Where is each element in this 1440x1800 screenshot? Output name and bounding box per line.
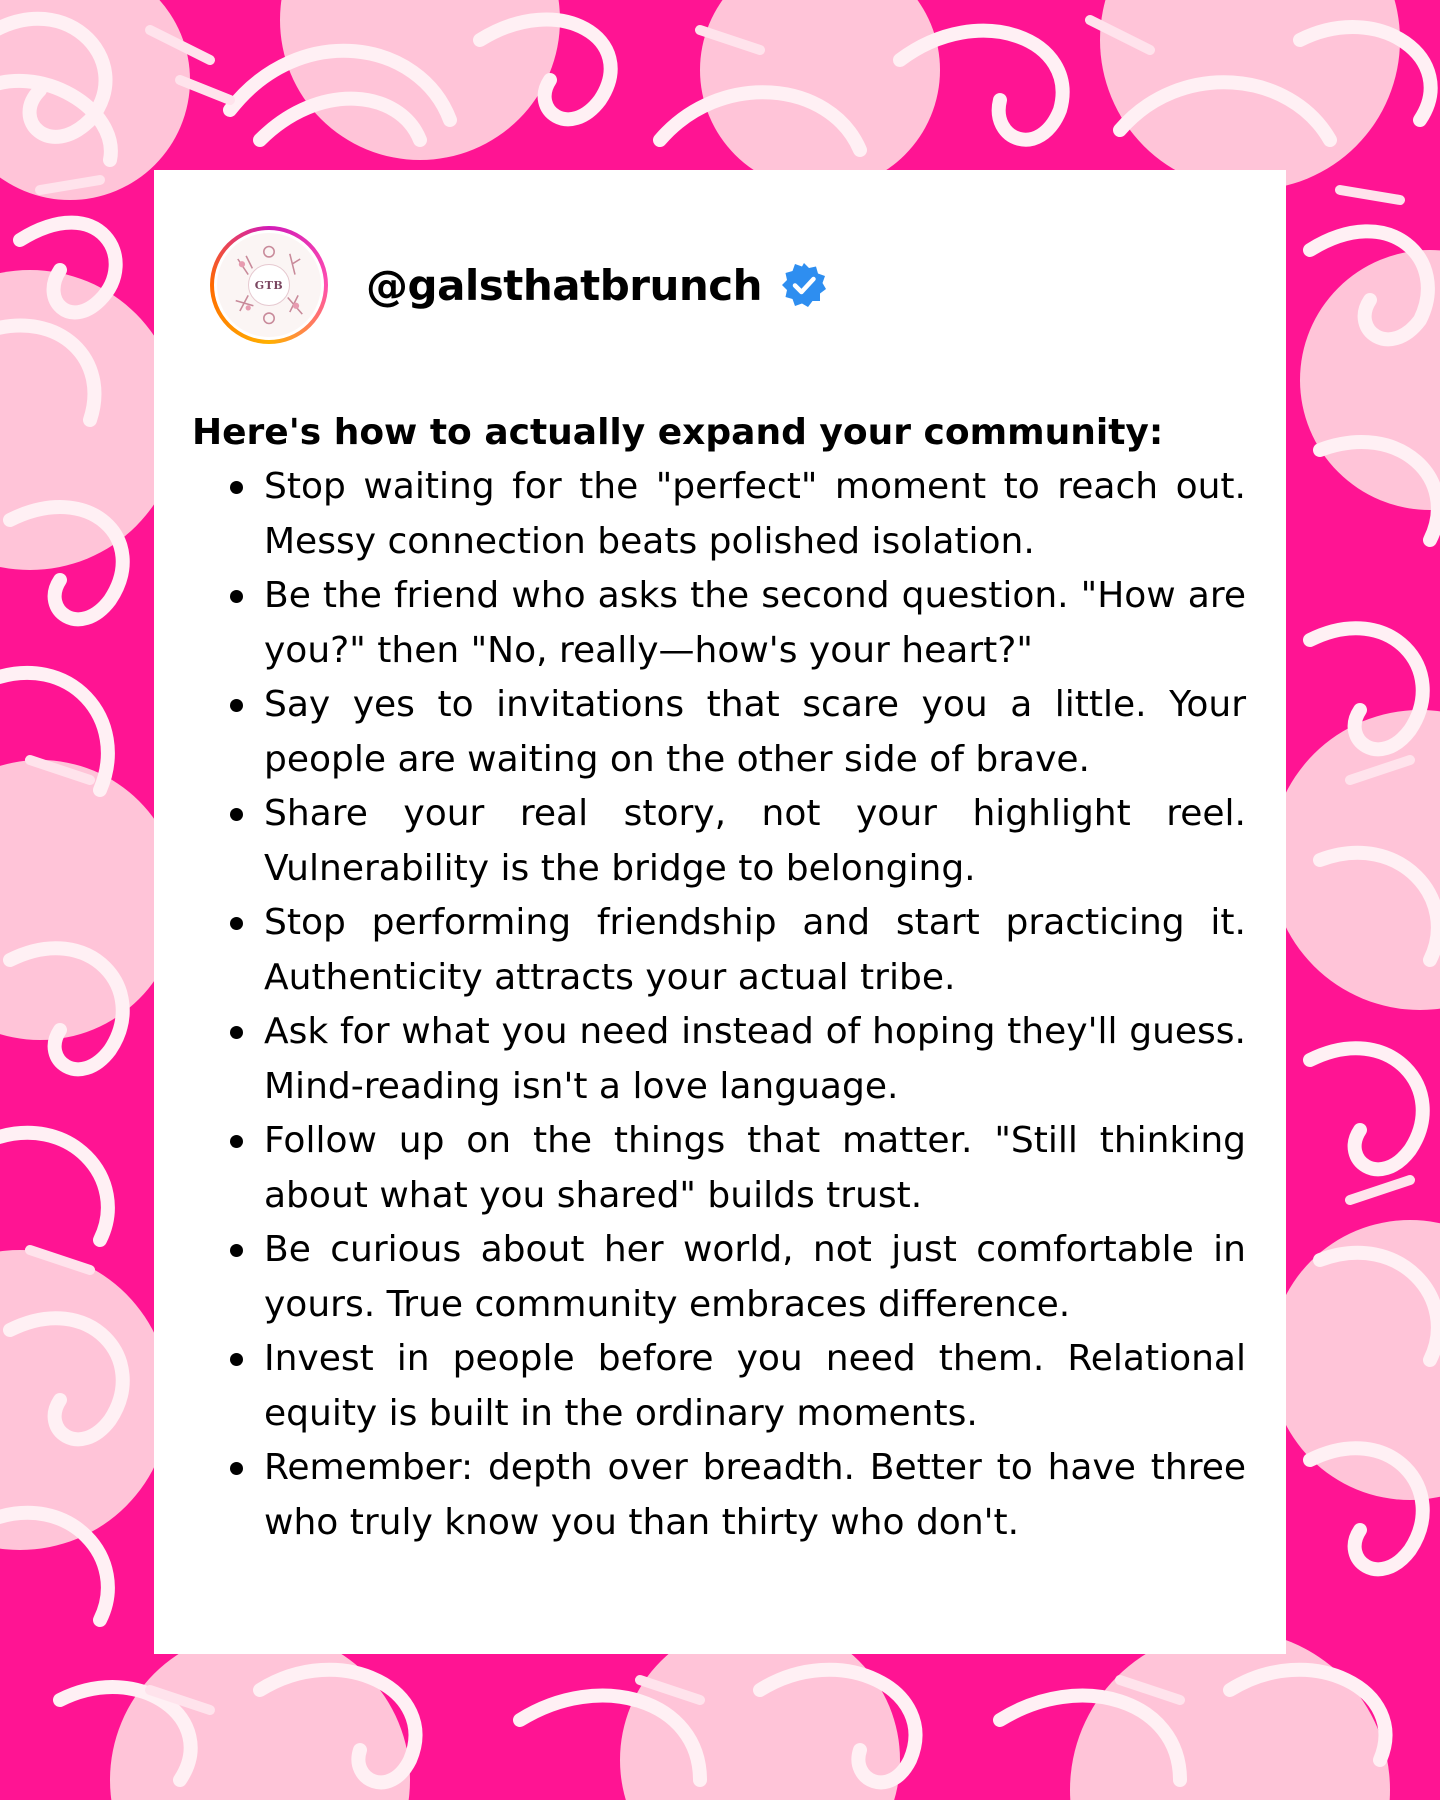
bullet-icon (230, 1353, 243, 1366)
list-item (192, 1005, 1246, 1114)
avatar-image (214, 230, 324, 340)
bullet-icon (230, 808, 243, 821)
avatar-logo-text: GTB (248, 264, 290, 306)
profile-header (210, 226, 828, 344)
tip-text: Follow up on the things that matter. "Still thinking about what you shared" builds trust. (264, 1120, 1246, 1216)
bullet-icon (230, 1026, 243, 1039)
bullet-icon (230, 481, 243, 494)
list-item (192, 1223, 1246, 1332)
tip-text: Ask for what you need instead of hoping they'll guess. Mind-reading isn't a love language. (264, 1011, 1246, 1107)
list-item (192, 1332, 1246, 1441)
tip-text: Stop performing friendship and start practicing it. Authenticity attracts your actual tribe. (264, 902, 1246, 998)
bullet-icon (230, 917, 243, 930)
list-item (192, 1114, 1246, 1223)
bullet-icon (230, 590, 243, 603)
list-item (192, 569, 1246, 678)
list-item (192, 787, 1246, 896)
tip-text: Remember: depth over breadth. Better to have three who truly know you than thirty who don't. (264, 1447, 1246, 1543)
tip-text: Stop waiting for the "perfect" moment to reach out. Messy connection beats polished isolation. (264, 466, 1246, 562)
tip-text: Invest in people before you need them. Relational equity is built in the ordinary moments. (264, 1338, 1246, 1434)
bullet-icon (230, 699, 243, 712)
post-card (154, 170, 1286, 1654)
list-item (192, 1441, 1246, 1550)
tip-text: Say yes to invitations that scare you a little. Your people are waiting on the other side of brave. (264, 684, 1246, 780)
tip-text: Share your real story, not your highlight reel. Vulnerability is the bridge to belonging. (264, 793, 1246, 889)
bullet-icon (230, 1462, 243, 1475)
profile-handle[interactable]: @galsthatbrunch (366, 260, 763, 310)
tip-text: Be curious about her world, not just comfortable in yours. True community embraces difference. (264, 1229, 1246, 1325)
post-heading: Here's how to actually expand your community: (192, 412, 1164, 453)
list-item (192, 460, 1246, 569)
tips-list (192, 460, 1246, 1550)
post-content (192, 406, 1246, 1550)
verified-badge-icon (780, 261, 828, 309)
list-item (192, 896, 1246, 1005)
list-item (192, 678, 1246, 787)
bullet-icon (230, 1135, 243, 1148)
avatar[interactable] (210, 226, 328, 344)
bullet-icon (230, 1244, 243, 1257)
tip-text: Be the friend who asks the second question. "How are you?" then "No, really—how's your heart?" (264, 575, 1246, 671)
